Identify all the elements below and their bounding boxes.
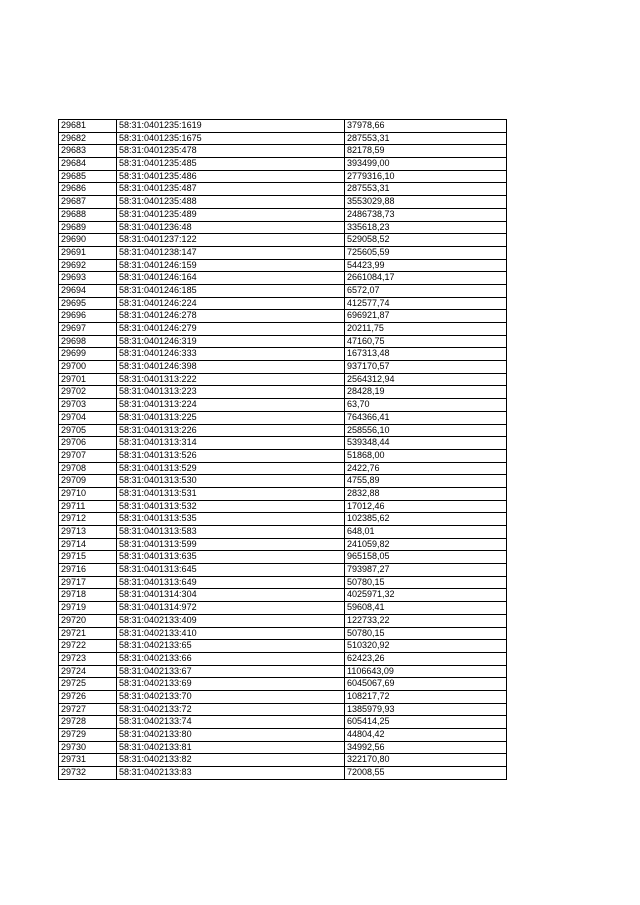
- row-number-cell: 29719: [59, 602, 117, 615]
- cadastral-number-cell: 58:31:0402133:83: [117, 767, 345, 780]
- cadastral-number-cell: 58:31:0401246:185: [117, 284, 345, 297]
- cadastral-number-cell: 58:31:0401314:972: [117, 602, 345, 615]
- cadastral-number-cell: 58:31:0401235:489: [117, 208, 345, 221]
- value-cell: 28428,19: [345, 386, 507, 399]
- value-cell: 1385979,93: [345, 703, 507, 716]
- row-number-cell: 29712: [59, 513, 117, 526]
- row-number-cell: 29691: [59, 246, 117, 259]
- row-number-cell: 29708: [59, 462, 117, 475]
- table-row: [59, 361, 507, 374]
- row-number-cell: 29701: [59, 373, 117, 386]
- row-number-cell: 29698: [59, 335, 117, 348]
- value-cell: 412577,74: [345, 297, 507, 310]
- value-cell: 82178,59: [345, 145, 507, 158]
- cadastral-number-cell: 58:31:0402133:82: [117, 754, 345, 767]
- value-cell: 3553029,88: [345, 196, 507, 209]
- value-cell: 322170,80: [345, 754, 507, 767]
- value-cell: 529058,52: [345, 234, 507, 247]
- table-row: [59, 158, 507, 171]
- value-cell: 335618,23: [345, 221, 507, 234]
- value-cell: 6045067,69: [345, 678, 507, 691]
- cadastral-number-cell: 58:31:0401235:485: [117, 158, 345, 171]
- cadastral-number-cell: 58:31:0402133:74: [117, 716, 345, 729]
- row-number-cell: 29705: [59, 424, 117, 437]
- value-cell: 2422,76: [345, 462, 507, 475]
- row-number-cell: 29696: [59, 310, 117, 323]
- cadastral-number-cell: 58:31:0401313:222: [117, 373, 345, 386]
- cadastral-number-cell: 58:31:0401235:488: [117, 196, 345, 209]
- value-cell: 6572,07: [345, 284, 507, 297]
- row-number-cell: 29689: [59, 221, 117, 234]
- cadastral-number-cell: 58:31:0401313:226: [117, 424, 345, 437]
- table-row: [59, 424, 507, 437]
- row-number-cell: 29720: [59, 614, 117, 627]
- cadastral-number-cell: 58:31:0401235:486: [117, 170, 345, 183]
- row-number-cell: 29697: [59, 323, 117, 336]
- value-cell: 122733,22: [345, 614, 507, 627]
- value-cell: 59608,41: [345, 602, 507, 615]
- cadastral-number-cell: 58:31:0402133:409: [117, 614, 345, 627]
- table-row: [59, 487, 507, 500]
- table-row: [59, 399, 507, 412]
- table-row: [59, 538, 507, 551]
- value-cell: 965158,05: [345, 551, 507, 564]
- cadastral-number-cell: 58:31:0401313:225: [117, 411, 345, 424]
- row-number-cell: 29686: [59, 183, 117, 196]
- row-number-cell: 29715: [59, 551, 117, 564]
- value-cell: 50780,15: [345, 576, 507, 589]
- value-cell: 50780,15: [345, 627, 507, 640]
- value-cell: 287553,31: [345, 183, 507, 196]
- cadastral-number-cell: 58:31:0402133:69: [117, 678, 345, 691]
- row-number-cell: 29704: [59, 411, 117, 424]
- value-cell: 2486738,73: [345, 208, 507, 221]
- cadastral-number-cell: 58:31:0401246:224: [117, 297, 345, 310]
- table-row: [59, 132, 507, 145]
- cadastral-number-cell: 58:31:0402133:72: [117, 703, 345, 716]
- row-number-cell: 29717: [59, 576, 117, 589]
- cadastral-number-cell: 58:31:0401313:530: [117, 475, 345, 488]
- value-cell: 648,01: [345, 526, 507, 539]
- row-number-cell: 29727: [59, 703, 117, 716]
- value-cell: 2661084,17: [345, 272, 507, 285]
- table-row: [59, 500, 507, 513]
- row-number-cell: 29728: [59, 716, 117, 729]
- cadastral-number-cell: 58:31:0401238:147: [117, 246, 345, 259]
- cadastral-number-cell: 58:31:0401313:314: [117, 437, 345, 450]
- table-row: [59, 614, 507, 627]
- table-row: [59, 297, 507, 310]
- table-row: [59, 246, 507, 259]
- row-number-cell: 29714: [59, 538, 117, 551]
- row-number-cell: 29702: [59, 386, 117, 399]
- table-body: [59, 120, 507, 780]
- cadastral-number-cell: 58:31:0402133:80: [117, 729, 345, 742]
- table-row: [59, 208, 507, 221]
- data-table: [58, 119, 507, 780]
- value-cell: 2832,88: [345, 487, 507, 500]
- cadastral-number-cell: 58:31:0401246:319: [117, 335, 345, 348]
- cadastral-number-cell: 58:31:0402133:70: [117, 690, 345, 703]
- table-row: [59, 690, 507, 703]
- value-cell: 63,70: [345, 399, 507, 412]
- table-row: [59, 221, 507, 234]
- row-number-cell: 29694: [59, 284, 117, 297]
- row-number-cell: 29695: [59, 297, 117, 310]
- row-number-cell: 29730: [59, 741, 117, 754]
- table-row: [59, 767, 507, 780]
- table-row: [59, 576, 507, 589]
- row-number-cell: 29681: [59, 120, 117, 133]
- cadastral-number-cell: 58:31:0401313:583: [117, 526, 345, 539]
- value-cell: 44804,42: [345, 729, 507, 742]
- row-number-cell: 29703: [59, 399, 117, 412]
- cadastral-number-cell: 58:31:0401313:649: [117, 576, 345, 589]
- table-row: [59, 411, 507, 424]
- row-number-cell: 29731: [59, 754, 117, 767]
- row-number-cell: 29700: [59, 361, 117, 374]
- table-row: [59, 589, 507, 602]
- cadastral-number-cell: 58:31:0401313:532: [117, 500, 345, 513]
- cadastral-number-cell: 58:31:0402133:65: [117, 640, 345, 653]
- table-row: [59, 652, 507, 665]
- cadastral-number-cell: 58:31:0401313:526: [117, 449, 345, 462]
- value-cell: 764366,41: [345, 411, 507, 424]
- table-row: [59, 703, 507, 716]
- value-cell: 2564312,94: [345, 373, 507, 386]
- table-row: [59, 754, 507, 767]
- value-cell: 102385,62: [345, 513, 507, 526]
- value-cell: 510320,92: [345, 640, 507, 653]
- cadastral-number-cell: 58:31:0401313:224: [117, 399, 345, 412]
- value-cell: 258556,10: [345, 424, 507, 437]
- table-row: [59, 627, 507, 640]
- table-row: [59, 640, 507, 653]
- table-row: [59, 234, 507, 247]
- row-number-cell: 29724: [59, 665, 117, 678]
- row-number-cell: 29683: [59, 145, 117, 158]
- table-row: [59, 170, 507, 183]
- value-cell: 605414,25: [345, 716, 507, 729]
- row-number-cell: 29682: [59, 132, 117, 145]
- row-number-cell: 29725: [59, 678, 117, 691]
- row-number-cell: 29706: [59, 437, 117, 450]
- value-cell: 539348,44: [345, 437, 507, 450]
- value-cell: 108217,72: [345, 690, 507, 703]
- cadastral-number-cell: 58:31:0401246:159: [117, 259, 345, 272]
- row-number-cell: 29718: [59, 589, 117, 602]
- value-cell: 62423,26: [345, 652, 507, 665]
- cadastral-number-cell: 58:31:0401246:279: [117, 323, 345, 336]
- row-number-cell: 29684: [59, 158, 117, 171]
- cadastral-number-cell: 58:31:0401313:635: [117, 551, 345, 564]
- table-row: [59, 564, 507, 577]
- row-number-cell: 29699: [59, 348, 117, 361]
- value-cell: 2779316,10: [345, 170, 507, 183]
- row-number-cell: 29707: [59, 449, 117, 462]
- table-row: [59, 335, 507, 348]
- row-number-cell: 29711: [59, 500, 117, 513]
- table-row: [59, 716, 507, 729]
- row-number-cell: 29721: [59, 627, 117, 640]
- value-cell: 72008,55: [345, 767, 507, 780]
- table-row: [59, 678, 507, 691]
- table-row: [59, 513, 507, 526]
- cadastral-number-cell: 58:31:0401313:529: [117, 462, 345, 475]
- table-row: [59, 310, 507, 323]
- row-number-cell: 29722: [59, 640, 117, 653]
- table-row: [59, 475, 507, 488]
- cadastral-number-cell: 58:31:0401235:478: [117, 145, 345, 158]
- cadastral-number-cell: 58:31:0401246:398: [117, 361, 345, 374]
- row-number-cell: 29710: [59, 487, 117, 500]
- cadastral-number-cell: 58:31:0401313:223: [117, 386, 345, 399]
- cadastral-number-cell: 58:31:0402133:410: [117, 627, 345, 640]
- cadastral-number-cell: 58:31:0402133:81: [117, 741, 345, 754]
- value-cell: 287553,31: [345, 132, 507, 145]
- value-cell: 51868,00: [345, 449, 507, 462]
- row-number-cell: 29716: [59, 564, 117, 577]
- table-row: [59, 462, 507, 475]
- table-row: [59, 551, 507, 564]
- value-cell: 725605,59: [345, 246, 507, 259]
- cadastral-number-cell: 58:31:0401235:1619: [117, 120, 345, 133]
- table-row: [59, 602, 507, 615]
- table-row: [59, 373, 507, 386]
- table-row: [59, 348, 507, 361]
- table-row: [59, 284, 507, 297]
- cadastral-number-cell: 58:31:0401246:164: [117, 272, 345, 285]
- table-row: [59, 272, 507, 285]
- row-number-cell: 29709: [59, 475, 117, 488]
- row-number-cell: 29732: [59, 767, 117, 780]
- value-cell: 241059,82: [345, 538, 507, 551]
- value-cell: 167313,48: [345, 348, 507, 361]
- value-cell: 47160,75: [345, 335, 507, 348]
- cadastral-number-cell: 58:31:0401237:122: [117, 234, 345, 247]
- value-cell: 393499,00: [345, 158, 507, 171]
- value-cell: 4025971,32: [345, 589, 507, 602]
- cadastral-number-cell: 58:31:0401235:487: [117, 183, 345, 196]
- value-cell: 4755,89: [345, 475, 507, 488]
- cadastral-number-cell: 58:31:0402133:67: [117, 665, 345, 678]
- table-row: [59, 323, 507, 336]
- cadastral-number-cell: 58:31:0401246:278: [117, 310, 345, 323]
- table-row: [59, 741, 507, 754]
- row-number-cell: 29713: [59, 526, 117, 539]
- table-row: [59, 386, 507, 399]
- cadastral-number-cell: 58:31:0401313:531: [117, 487, 345, 500]
- table-row: [59, 120, 507, 133]
- value-cell: 37978,66: [345, 120, 507, 133]
- table-row: [59, 526, 507, 539]
- table-row: [59, 449, 507, 462]
- row-number-cell: 29723: [59, 652, 117, 665]
- value-cell: 937170,57: [345, 361, 507, 374]
- table-row: [59, 665, 507, 678]
- row-number-cell: 29690: [59, 234, 117, 247]
- table-row: [59, 183, 507, 196]
- cadastral-number-cell: 58:31:0401314:304: [117, 589, 345, 602]
- cadastral-number-cell: 58:31:0401235:1675: [117, 132, 345, 145]
- value-cell: 1106643,09: [345, 665, 507, 678]
- row-number-cell: 29692: [59, 259, 117, 272]
- value-cell: 793987,27: [345, 564, 507, 577]
- table-row: [59, 196, 507, 209]
- table-row: [59, 259, 507, 272]
- table-row: [59, 437, 507, 450]
- cadastral-number-cell: 58:31:0401236:48: [117, 221, 345, 234]
- cadastral-number-cell: 58:31:0401313:645: [117, 564, 345, 577]
- table-row: [59, 729, 507, 742]
- row-number-cell: 29726: [59, 690, 117, 703]
- value-cell: 54423,99: [345, 259, 507, 272]
- value-cell: 17012,46: [345, 500, 507, 513]
- table-row: [59, 145, 507, 158]
- value-cell: 20211,75: [345, 323, 507, 336]
- value-cell: 34992,56: [345, 741, 507, 754]
- value-cell: 696921,87: [345, 310, 507, 323]
- row-number-cell: 29688: [59, 208, 117, 221]
- row-number-cell: 29693: [59, 272, 117, 285]
- row-number-cell: 29685: [59, 170, 117, 183]
- row-number-cell: 29729: [59, 729, 117, 742]
- cadastral-number-cell: 58:31:0401246:333: [117, 348, 345, 361]
- cadastral-number-cell: 58:31:0402133:66: [117, 652, 345, 665]
- cadastral-number-cell: 58:31:0401313:599: [117, 538, 345, 551]
- row-number-cell: 29687: [59, 196, 117, 209]
- cadastral-number-cell: 58:31:0401313:535: [117, 513, 345, 526]
